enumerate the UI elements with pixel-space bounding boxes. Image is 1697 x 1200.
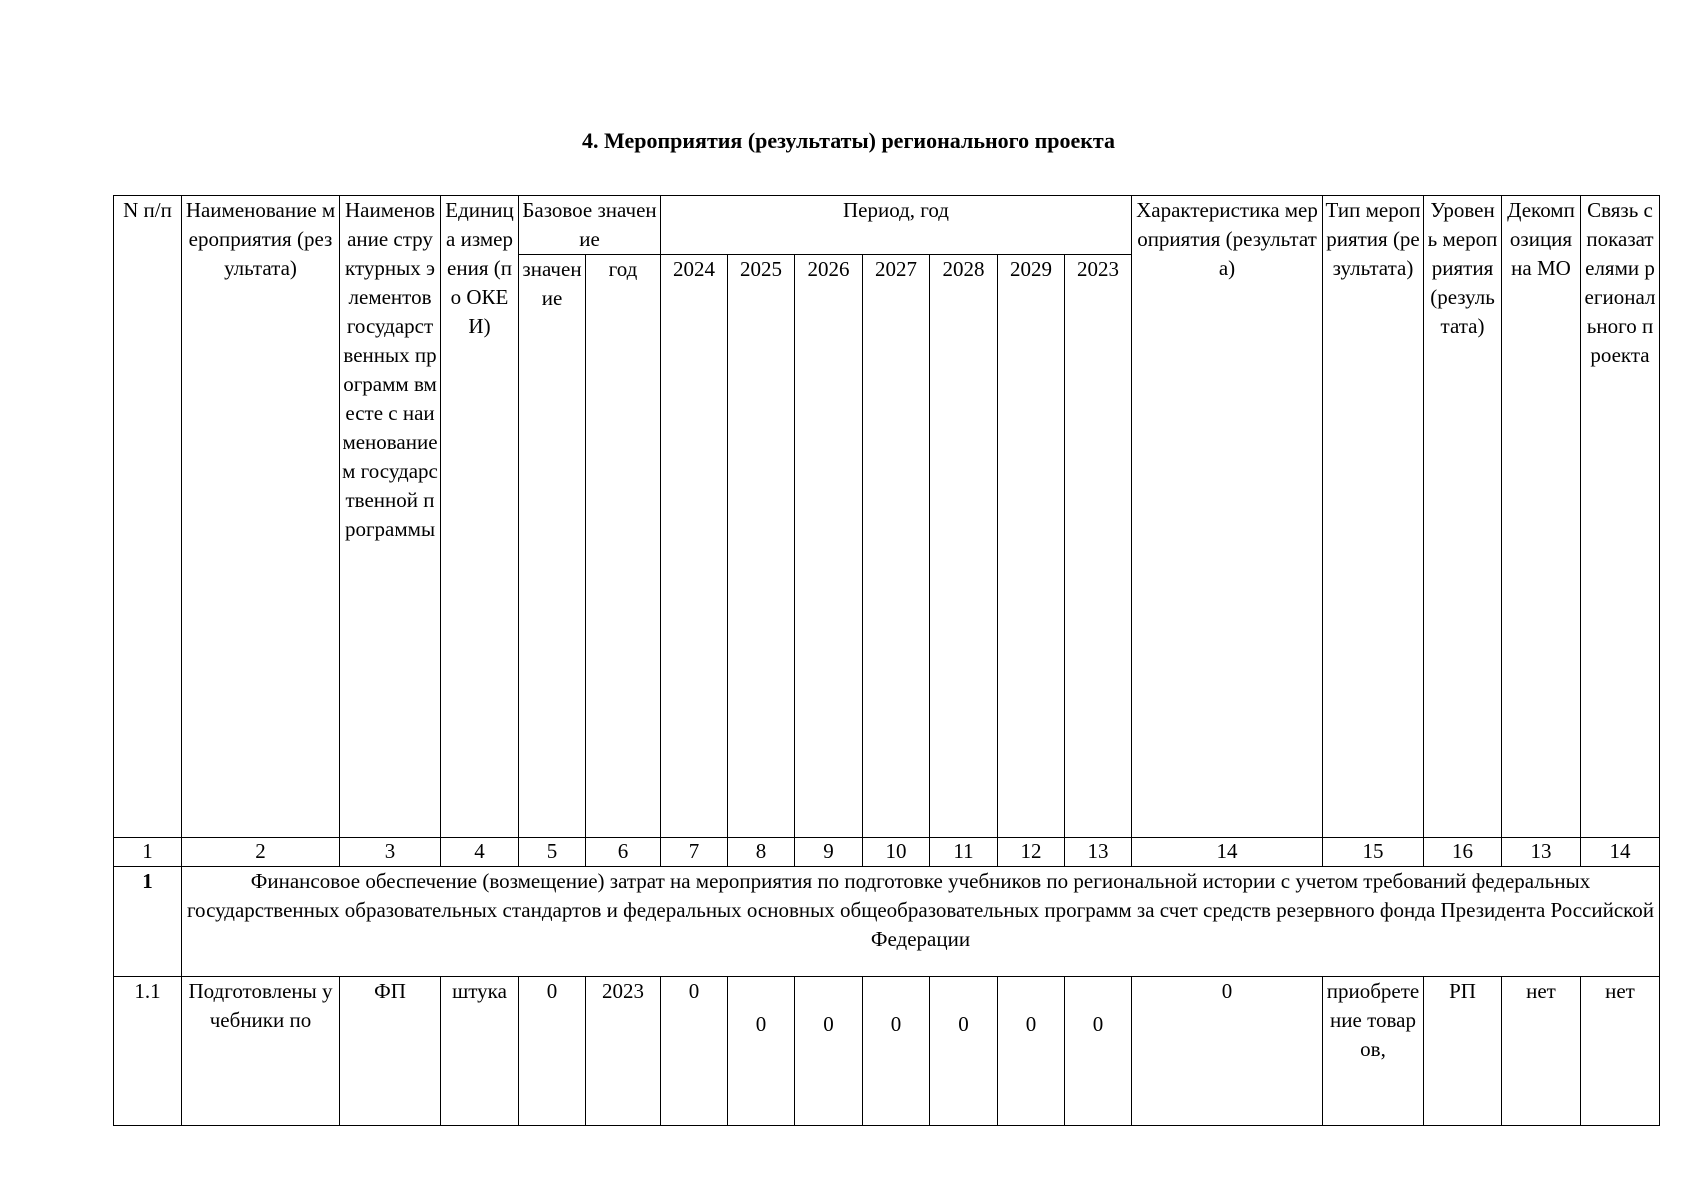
header-base-value: значение bbox=[519, 255, 586, 838]
section-text: Финансовое обеспечение (возмещение) затрат на мероприятия по подготовке учебников по региональной истории с учетом требований федеральных государственных образовательных стандартов и федеральных основных общеобразовательных программ за счет средств резервного фонда Президента Российской Федерации bbox=[182, 867, 1660, 977]
header-period: Период, год bbox=[661, 196, 1132, 255]
row-characteristic: 0 bbox=[1132, 977, 1323, 1126]
header-year-2028: 2028 bbox=[930, 255, 998, 838]
header-year-2025: 2025 bbox=[728, 255, 795, 838]
column-number: 14 bbox=[1132, 838, 1323, 867]
column-number: 11 bbox=[930, 838, 998, 867]
column-number: 6 bbox=[586, 838, 661, 867]
column-number: 15 bbox=[1323, 838, 1424, 867]
row-struct: ФП bbox=[340, 977, 441, 1126]
row-unit: штука bbox=[441, 977, 519, 1126]
row-value-2023: 0 bbox=[1065, 977, 1132, 1126]
row-value-2029: 0 bbox=[998, 977, 1065, 1126]
row-number: 1.1 bbox=[114, 977, 182, 1126]
column-number: 16 bbox=[1424, 838, 1502, 867]
header-name: Наименование мероприятия (результата) bbox=[182, 196, 340, 838]
row-value-2026: 0 bbox=[795, 977, 863, 1126]
header-year-2026: 2026 bbox=[795, 255, 863, 838]
header-struct: Наименование структурных элементов государственных программ вместе с наименованием государственной программы bbox=[340, 196, 441, 838]
header-year-2024: 2024 bbox=[661, 255, 728, 838]
column-number-row bbox=[114, 838, 1660, 867]
header-characteristic: Характеристика мероприятия (результата) bbox=[1132, 196, 1323, 838]
header-decomp: Декомпозиция на МО bbox=[1502, 196, 1581, 838]
header-num: N п/п bbox=[114, 196, 182, 838]
header-base-year: год bbox=[586, 255, 661, 838]
row-decomp: нет bbox=[1502, 977, 1581, 1126]
column-number: 3 bbox=[340, 838, 441, 867]
header-level: Уровень мероприятия (результата) bbox=[1424, 196, 1502, 838]
row-value-2025: 0 bbox=[728, 977, 795, 1126]
header-unit: Единица измерения (по ОКЕИ) bbox=[441, 196, 519, 838]
section-title: 4. Мероприятия (результаты) регионального проекта bbox=[581, 128, 1116, 153]
column-number: 14 bbox=[1581, 838, 1660, 867]
column-number: 1 bbox=[114, 838, 182, 867]
row-value-2028: 0 bbox=[930, 977, 998, 1126]
header-link: Связь с показателями регионального проекта bbox=[1581, 196, 1660, 838]
column-number: 13 bbox=[1065, 838, 1132, 867]
column-number: 12 bbox=[998, 838, 1065, 867]
row-link: нет bbox=[1581, 977, 1660, 1126]
header-year-2029: 2029 bbox=[998, 255, 1065, 838]
row-value-2024: 0 bbox=[661, 977, 728, 1126]
header-year-2023: 2023 bbox=[1065, 255, 1132, 838]
header-year-2027: 2027 bbox=[863, 255, 930, 838]
column-number: 8 bbox=[728, 838, 795, 867]
events-table bbox=[113, 195, 1660, 1126]
header-base: Базовое значение bbox=[519, 196, 661, 255]
column-number: 2 bbox=[182, 838, 340, 867]
table-row bbox=[114, 977, 1660, 1126]
section-number: 1 bbox=[114, 867, 182, 977]
row-level: РП bbox=[1424, 977, 1502, 1126]
header-type: Тип мероприятия (результата) bbox=[1323, 196, 1424, 838]
row-base-value: 0 bbox=[519, 977, 586, 1126]
column-number: 10 bbox=[863, 838, 930, 867]
row-value-2027: 0 bbox=[863, 977, 930, 1126]
column-number: 13 bbox=[1502, 838, 1581, 867]
column-number: 7 bbox=[661, 838, 728, 867]
row-base-year: 2023 bbox=[586, 977, 661, 1126]
section-row bbox=[114, 867, 1660, 977]
column-number: 9 bbox=[795, 838, 863, 867]
column-number: 4 bbox=[441, 838, 519, 867]
column-number: 5 bbox=[519, 838, 586, 867]
row-type: приобретение товаров, bbox=[1323, 977, 1424, 1126]
row-name: Подготовлены учебники по bbox=[182, 977, 340, 1126]
